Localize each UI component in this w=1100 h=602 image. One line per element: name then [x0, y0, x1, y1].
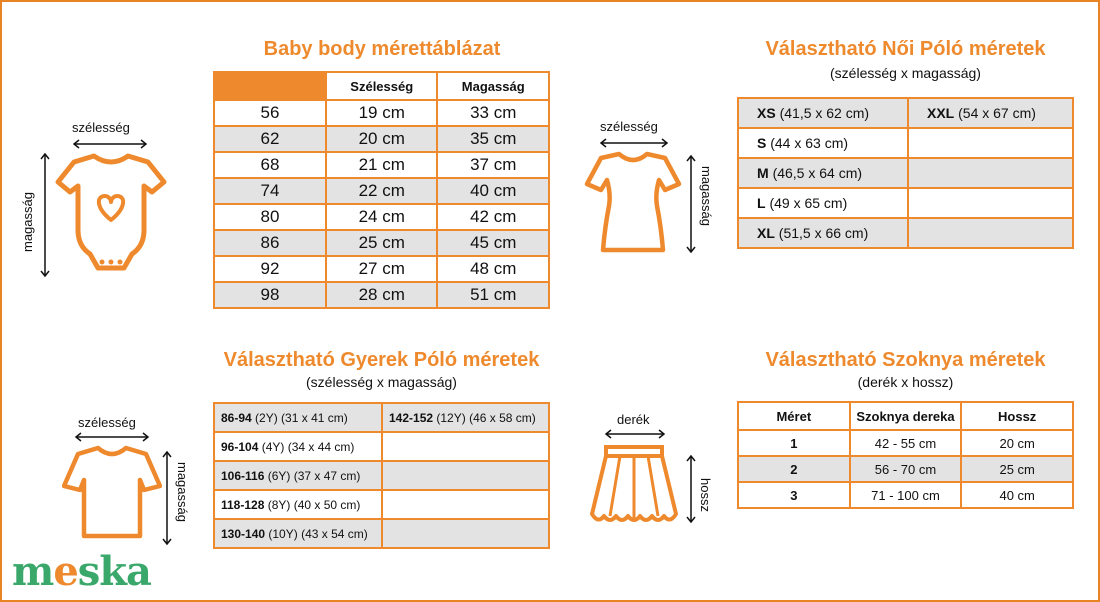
- szoknya-header-size: Méret: [738, 402, 850, 430]
- gyerek-table-cell: [214, 519, 382, 548]
- baby-table-row: [214, 282, 549, 308]
- baby-table-cell: 37 cm: [437, 152, 549, 178]
- meska-logo: meska: [12, 548, 151, 595]
- baby-table-cell: 33 cm: [437, 100, 549, 126]
- gyerek-size-label: 130-140: [221, 526, 266, 541]
- gyerek-title: Választható Gyerek Póló méretek: [223, 349, 540, 371]
- szoknya-table-row: [738, 456, 1073, 482]
- noi-size-table: [737, 97, 1074, 249]
- baby-table-row: [214, 256, 549, 282]
- noi-size-dims: (54 x 67 cm): [958, 105, 1036, 121]
- gyerek-size-label: 106-116: [221, 468, 265, 483]
- noi-table-row: [738, 128, 1073, 158]
- baby-table-cell: 28 cm: [326, 282, 437, 308]
- baby-table-cell: 19 cm: [326, 100, 437, 126]
- noi-table-cell: [908, 158, 1073, 188]
- noi-size-label: XXL: [927, 105, 955, 121]
- noi-table-cell: [908, 218, 1073, 248]
- baby-table-cell: 56: [214, 100, 326, 126]
- baby-table-row: [214, 152, 549, 178]
- baby-table-cell: 51 cm: [437, 282, 549, 308]
- szoknya-subtitle: (derék x hossz): [857, 374, 954, 390]
- gyerek-size-label: 96-104: [221, 439, 259, 454]
- noi-width-arrow-icon: [597, 136, 671, 150]
- noi-size-dims: (51,5 x 66 cm): [778, 225, 869, 241]
- noi-height-arrow-icon: [684, 152, 698, 256]
- szoknya-table-cell: 20 cm: [961, 430, 1073, 456]
- szoknya-waist-arrow-icon: [602, 427, 668, 441]
- baby-table-cell: 24 cm: [326, 204, 437, 230]
- szoknya-table-row: [738, 430, 1073, 456]
- noi-table-row: [738, 158, 1073, 188]
- noi-table-cell: [738, 98, 908, 128]
- szoknya-table-cell: 2: [738, 456, 850, 482]
- noi-table-cell: [908, 128, 1073, 158]
- skirt-icon: [586, 444, 682, 528]
- noi-size-label: M: [757, 165, 769, 181]
- gyerek-width-label: szélesség: [78, 415, 136, 430]
- szoknya-table-row: [738, 482, 1073, 508]
- gyerek-width-arrow-icon: [72, 430, 152, 444]
- szoknya-table-cell: 1: [738, 430, 850, 456]
- gyerek-height-arrow-icon: [160, 448, 174, 548]
- baby-width-arrow-icon: [70, 137, 150, 151]
- gyerek-table-cell: [214, 490, 382, 519]
- baby-size-table: [213, 71, 550, 309]
- baby-height-arrow-icon: [38, 150, 52, 280]
- szoknya-waist-label: derék: [617, 412, 650, 427]
- gyerek-size-table: [213, 402, 550, 549]
- baby-table-cell: 74: [214, 178, 326, 204]
- noi-table-row: [738, 188, 1073, 218]
- gyerek-table-cell: [382, 490, 549, 519]
- noi-table-cell: [738, 188, 908, 218]
- baby-table-cell: 42 cm: [437, 204, 549, 230]
- szoknya-length-label: hossz: [698, 478, 713, 512]
- gyerek-table-cell: [382, 403, 549, 432]
- baby-header-corner: [214, 72, 326, 100]
- noi-table-cell: [908, 188, 1073, 218]
- szoknya-table-cell: 42 - 55 cm: [850, 430, 962, 456]
- baby-width-label: szélesség: [72, 120, 130, 135]
- baby-title: Baby body mérettáblázat: [263, 38, 501, 60]
- noi-table-row: [738, 218, 1073, 248]
- baby-height-label: magasság: [20, 192, 35, 252]
- baby-table-row: [214, 178, 549, 204]
- noi-table-cell: [738, 158, 908, 188]
- baby-table-cell: 22 cm: [326, 178, 437, 204]
- baby-table-cell: 35 cm: [437, 126, 549, 152]
- baby-table-cell: 62: [214, 126, 326, 152]
- szoknya-table-cell: 25 cm: [961, 456, 1073, 482]
- baby-header-height: Magasság: [437, 72, 549, 100]
- szoknya-table-cell: 3: [738, 482, 850, 508]
- gyerek-table-cell: [382, 461, 549, 490]
- gyerek-size-label: 86-94: [221, 410, 252, 425]
- baby-table-cell: 25 cm: [326, 230, 437, 256]
- gyerek-table-row: [214, 461, 549, 490]
- szoknya-header-length: Hossz: [961, 402, 1073, 430]
- baby-table-row: [214, 230, 549, 256]
- baby-table-cell: 20 cm: [326, 126, 437, 152]
- noi-size-dims: (49 x 65 cm): [769, 195, 848, 211]
- noi-table-cell: [908, 98, 1073, 128]
- noi-size-label: XS: [757, 105, 776, 121]
- gyerek-size-dims: (12Y) (46 x 58 cm): [436, 410, 536, 425]
- baby-table-cell: 21 cm: [326, 152, 437, 178]
- gyerek-table-cell: [214, 432, 382, 461]
- gyerek-size-label: 142-152: [389, 410, 434, 425]
- noi-table-row: [738, 98, 1073, 128]
- noi-size-label: XL: [757, 225, 775, 241]
- szoknya-table-cell: 56 - 70 cm: [850, 456, 962, 482]
- gyerek-table-row: [214, 432, 549, 461]
- baby-table-cell: 80: [214, 204, 326, 230]
- noi-table-cell: [738, 128, 908, 158]
- gyerek-size-dims: (10Y) (43 x 54 cm): [268, 526, 368, 541]
- szoknya-table-cell: 40 cm: [961, 482, 1073, 508]
- baby-table-row: [214, 126, 549, 152]
- szoknya-table-cell: 71 - 100 cm: [850, 482, 962, 508]
- baby-table-cell: 92: [214, 256, 326, 282]
- women-tshirt-icon: [583, 150, 683, 256]
- gyerek-size-dims: (6Y) (37 x 47 cm): [267, 468, 361, 483]
- noi-table-cell: [738, 218, 908, 248]
- noi-size-dims: (41,5 x 62 cm): [779, 105, 870, 121]
- gyerek-table-row: [214, 490, 549, 519]
- gyerek-table-cell: [382, 519, 549, 548]
- baby-table-row: [214, 204, 549, 230]
- szoknya-header-waist: Szoknya dereka: [850, 402, 962, 430]
- gyerek-table-cell: [214, 403, 382, 432]
- baby-body-icon: [52, 150, 170, 275]
- szoknya-length-arrow-icon: [684, 452, 698, 526]
- baby-table-cell: 40 cm: [437, 178, 549, 204]
- noi-size-label: L: [757, 195, 766, 211]
- gyerek-table-row: [214, 403, 549, 432]
- baby-table-cell: 86: [214, 230, 326, 256]
- gyerek-subtitle: (szélesség x magasság): [306, 374, 457, 390]
- baby-table-cell: 27 cm: [326, 256, 437, 282]
- szoknya-size-table: [737, 401, 1074, 509]
- noi-size-dims: (44 x 63 cm): [770, 135, 849, 151]
- noi-size-dims: (46,5 x 64 cm): [772, 165, 863, 181]
- gyerek-table-cell: [382, 432, 549, 461]
- baby-table-cell: 68: [214, 152, 326, 178]
- gyerek-size-dims: (4Y) (34 x 44 cm): [261, 439, 355, 454]
- noi-size-label: S: [757, 135, 767, 151]
- gyerek-table-cell: [214, 461, 382, 490]
- baby-table-cell: 45 cm: [437, 230, 549, 256]
- baby-table-cell: 98: [214, 282, 326, 308]
- noi-width-label: szélesség: [600, 119, 658, 134]
- gyerek-height-label: magasság: [175, 462, 190, 522]
- gyerek-size-dims: (2Y) (31 x 41 cm): [255, 410, 348, 425]
- baby-table-cell: 48 cm: [437, 256, 549, 282]
- noi-height-label: magasság: [699, 166, 714, 226]
- szoknya-title: Választható Szoknya méretek: [765, 349, 1046, 371]
- baby-table-row: [214, 100, 549, 126]
- baby-header-width: Szélesség: [326, 72, 437, 100]
- noi-title: Választható Női Póló méretek: [765, 38, 1046, 60]
- gyerek-size-label: 118-128: [221, 497, 265, 512]
- baby-header-row: [214, 72, 549, 100]
- szoknya-header-row: [738, 402, 1073, 430]
- noi-subtitle: (szélesség x magasság): [830, 65, 981, 81]
- gyerek-size-dims: (8Y) (40 x 50 cm): [267, 497, 361, 512]
- gyerek-table-row: [214, 519, 549, 548]
- kids-tshirt-icon: [62, 444, 162, 540]
